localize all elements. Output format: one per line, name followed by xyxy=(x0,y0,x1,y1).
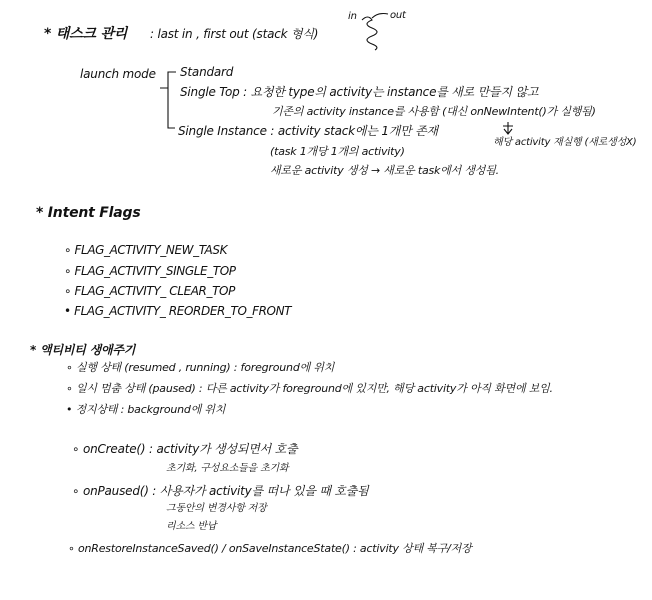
stack-spiral-icon xyxy=(362,17,377,50)
task-management-heading: * 태스크 관리 xyxy=(44,26,128,42)
intent-flag-item: ∘ FLAG_ACTIVITY_NEW_TASK xyxy=(64,243,228,257)
on-paused-detail-save: 그동안의 변경사항 저장 xyxy=(166,503,267,514)
on-create-callback: ∘ onCreate() : activity가 생성되면서 호출 xyxy=(72,442,298,456)
single-top-side-note: 해당 activity 재실행 (새로생성X) xyxy=(493,137,637,148)
launch-mode-label: launch mode xyxy=(80,67,156,81)
stack-in-label: in xyxy=(348,11,357,22)
launch-mode-single-instance: Single Instance : activity stack에는 1개만 존재 xyxy=(178,124,438,138)
intent-flag-item: • FLAG_ACTIVITY_ REORDER_TO_FRONT xyxy=(64,304,292,318)
launch-mode-single-top-detail: 기존의 activity instance를 사용함 (대신 onNewIntent()가 실행됨) xyxy=(272,105,596,118)
launch-mode-standard: Standard xyxy=(180,65,234,79)
task-management-description: : last in , first out (stack 형식) xyxy=(150,27,319,41)
intent-flags-heading: * Intent Flags xyxy=(36,205,141,221)
activity-lifecycle-heading: * 액티비티 생애주기 xyxy=(30,343,136,357)
on-create-detail: 초기화, 구성요소들을 초기화 xyxy=(166,463,289,474)
single-instance-task-note: (task 1개당 1개의 activity) xyxy=(270,145,405,158)
on-paused-callback: ∘ onPaused() : 사용자가 activity를 떠나 있을 때 호출됨 xyxy=(72,484,369,498)
restore-save-instance-state: ∘ onRestoreInstanceSaved() / onSaveInstanceState() : activity 상태 복구/저장 xyxy=(68,542,472,555)
lifecycle-state-item: • 정지상태 : background에 위치 xyxy=(66,403,226,416)
intent-flag-item: ∘ FLAG_ACTIVITY_SINGLE_TOP xyxy=(64,264,236,278)
single-instance-new-task-note: 새로운 activity 생성 → 새로운 task에서 생성됨. xyxy=(270,164,499,177)
arrow-down-icon xyxy=(503,122,513,134)
launch-mode-bracket xyxy=(160,72,176,128)
lifecycle-state-item: ∘ 실행 상태 (resumed , running) : foreground에 위치 xyxy=(66,361,335,374)
lifecycle-state-item: ∘ 일시 멈춤 상태 (paused) : 다른 activity가 foreground에 있지만, 해당 activity가 아직 화면에 보임. xyxy=(66,382,553,395)
on-paused-detail-release: 리소스 반납 xyxy=(166,521,217,532)
launch-mode-single-top: Single Top : 요청한 type의 activity는 instance를 새로 만들지 않고 xyxy=(180,85,539,99)
stack-out-label: out xyxy=(390,10,406,21)
intent-flag-item: ∘ FLAG_ACTIVITY_ CLEAR_TOP xyxy=(64,284,235,298)
